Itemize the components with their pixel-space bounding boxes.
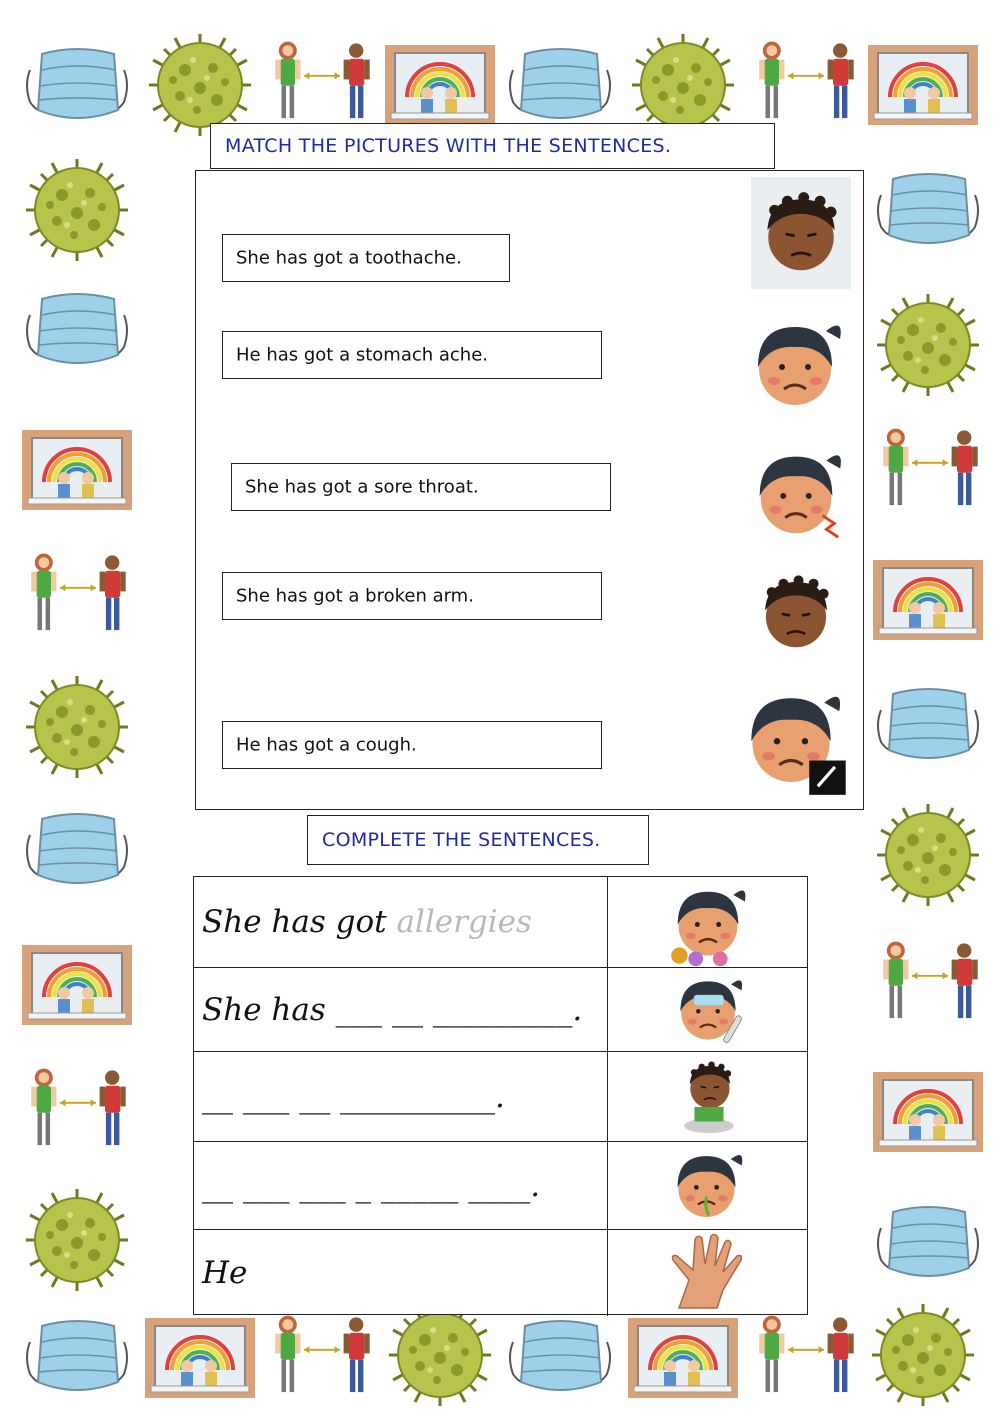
boy-stomach-ache-picture[interactable] (751, 177, 851, 289)
girl-broken-arm-picture[interactable] (731, 679, 851, 797)
mask-icon (22, 40, 132, 130)
boy-cough-picture[interactable] (741, 567, 851, 659)
virus-icon (868, 1300, 978, 1410)
rainbow-window-icon (145, 1318, 255, 1398)
column-divider (607, 1230, 608, 1316)
girl-runny-nose-picture (649, 1142, 764, 1228)
mask-icon (873, 680, 983, 770)
mask-icon (873, 1198, 983, 1288)
complete-heading (307, 815, 649, 865)
row-sentence[interactable]: He (202, 1255, 248, 1291)
sentence-box[interactable] (231, 463, 611, 511)
complete-table (193, 876, 808, 1315)
table-row (194, 1051, 807, 1141)
sentence-box[interactable] (222, 721, 602, 769)
sentence-text: He has got a stomach ache. (236, 344, 489, 366)
mask-icon (873, 165, 983, 255)
rainbow-window-icon (873, 1072, 983, 1152)
virus-icon (873, 800, 983, 910)
row-sentence[interactable]: __ ___ ___ _ _____ ____. (202, 1167, 541, 1204)
table-row (194, 1229, 807, 1316)
table-row (194, 967, 807, 1051)
distance-kids-icon (18, 550, 138, 640)
sentence-text: She has got a sore throat. (245, 476, 479, 498)
virus-icon (22, 672, 132, 782)
distance-kids-icon (870, 938, 990, 1028)
distance-kids-icon (870, 425, 990, 515)
boy-toilet-picture (669, 1052, 749, 1140)
virus-icon (22, 1185, 132, 1295)
complete-heading-text: COMPLETE THE SENTENCES. (322, 829, 601, 851)
distance-kids-icon (262, 38, 382, 128)
mask-icon (505, 1312, 615, 1402)
girl-toothache-picture[interactable] (741, 439, 851, 547)
girl-allergies-picture (654, 877, 762, 967)
column-divider (607, 877, 608, 967)
table-row (194, 1141, 807, 1229)
rainbow-window-icon (628, 1318, 738, 1398)
sentence-box[interactable] (222, 572, 602, 620)
virus-icon (385, 1300, 495, 1410)
virus-icon (22, 155, 132, 265)
distance-kids-icon (746, 1312, 866, 1402)
mask-icon (505, 40, 615, 130)
sentence-box[interactable] (222, 234, 510, 282)
distance-kids-icon (746, 38, 866, 128)
rainbow-window-icon (868, 45, 978, 125)
table-row (194, 877, 807, 967)
match-panel (195, 170, 864, 810)
mask-icon (22, 1312, 132, 1402)
rainbow-window-icon (22, 430, 132, 510)
row-sentence[interactable]: __ ___ __ __________. (202, 1078, 505, 1115)
distance-kids-icon (262, 1312, 382, 1402)
girl-sore-throat-picture[interactable] (739, 309, 851, 419)
sentence-text: She has got a toothache. (236, 247, 462, 269)
column-divider (607, 1052, 608, 1141)
hand-picture (659, 1230, 754, 1312)
row-sentence[interactable]: She has got allergies (202, 904, 532, 940)
row-sentence[interactable]: She has ___ __ _________. (202, 991, 583, 1028)
column-divider (607, 1142, 608, 1229)
traced-word: allergies (396, 904, 532, 940)
sentence-box[interactable] (222, 331, 602, 379)
sentence-text: She has got a broken arm. (236, 585, 474, 607)
mask-icon (22, 285, 132, 375)
rainbow-window-icon (873, 560, 983, 640)
girl-fever-picture (654, 968, 762, 1050)
rainbow-window-icon (22, 945, 132, 1025)
match-heading-text: MATCH THE PICTURES WITH THE SENTENCES. (225, 135, 672, 157)
mask-icon (22, 805, 132, 895)
rainbow-window-icon (385, 45, 495, 125)
sentence-text: He has got a cough. (236, 734, 417, 756)
distance-kids-icon (18, 1065, 138, 1155)
column-divider (607, 968, 608, 1051)
virus-icon (873, 290, 983, 400)
match-heading (210, 123, 775, 169)
